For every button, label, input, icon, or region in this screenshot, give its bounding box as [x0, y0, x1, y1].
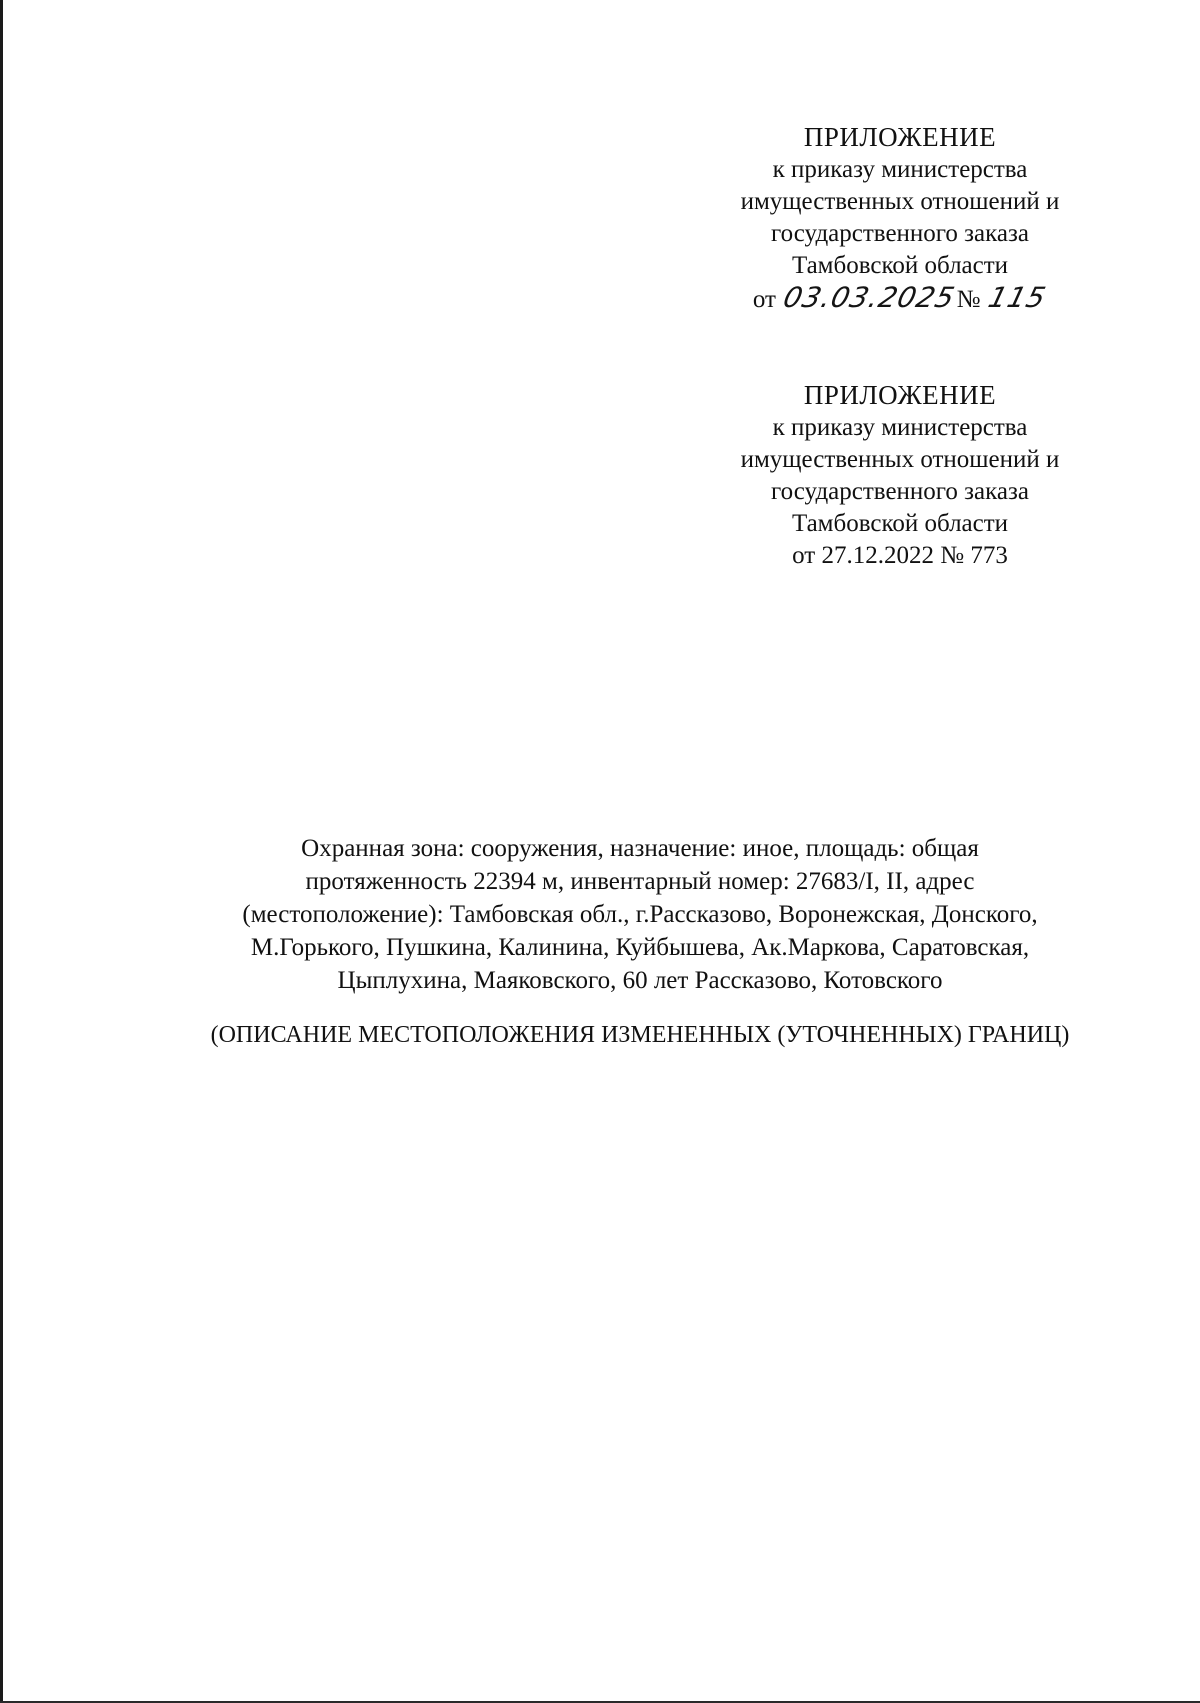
zone-description-line-3: (местоположение): Тамбовская обл., г.Рассказово, Воронежская, Донского,: [242, 901, 1038, 928]
appendix-current-heading: ПРИЛОЖЕНИЕ: [803, 122, 997, 152]
appendix-current-line-2: имущественных отношений и: [740, 188, 1060, 215]
appendix-current-line-1: к приказу министерства: [772, 156, 1028, 183]
scan-edge-left: [0, 0, 3, 1703]
zone-description-line-5: Цыплухина, Маяковского, 60 лет Рассказово, Котовского: [337, 967, 943, 994]
appendix-previous-line-1: к приказу министерства: [772, 414, 1028, 441]
order-number-handwritten: 115: [984, 281, 1050, 314]
appendix-previous-line-3: государственного заказа: [771, 478, 1029, 505]
zone-description-line-2: протяженность 22394 м, инвентарный номер: 27683/I, II, адрес: [305, 868, 975, 895]
appendix-previous-line-2: имущественных отношений и: [740, 446, 1060, 473]
section-title: (ОПИСАНИЕ МЕСТОПОЛОЖЕНИЯ ИЗМЕНЕННЫХ (УТОЧНЕННЫХ) ГРАНИЦ): [210, 1022, 1070, 1048]
order-number-sign: №: [956, 286, 981, 313]
appendix-current-line-4: Тамбовской области: [791, 252, 1009, 279]
appendix-previous-line-5: от 27.12.2022 № 773: [792, 542, 1008, 569]
zone-description-line-4: М.Горького, Пушкина, Калинина, Куйбышева, Ак.Маркова, Саратовская,: [250, 934, 1030, 961]
zone-description: [180, 832, 1100, 997]
order-date-handwritten: 03.03.2025: [780, 281, 959, 314]
appendix-previous-heading: ПРИЛОЖЕНИЕ: [803, 380, 997, 410]
appendix-previous-line-4: Тамбовской области: [791, 510, 1009, 537]
appendix-current-line-3: государственного заказа: [771, 220, 1029, 247]
appendix-current: [700, 120, 1100, 316]
appendix-current-order-line: [700, 282, 1100, 316]
order-date-prefix: от: [752, 286, 776, 313]
appendix-previous: [700, 378, 1100, 572]
zone-description-line-1: Охранная зона: сооружения, назначение: иное, площадь: общая: [301, 835, 979, 862]
